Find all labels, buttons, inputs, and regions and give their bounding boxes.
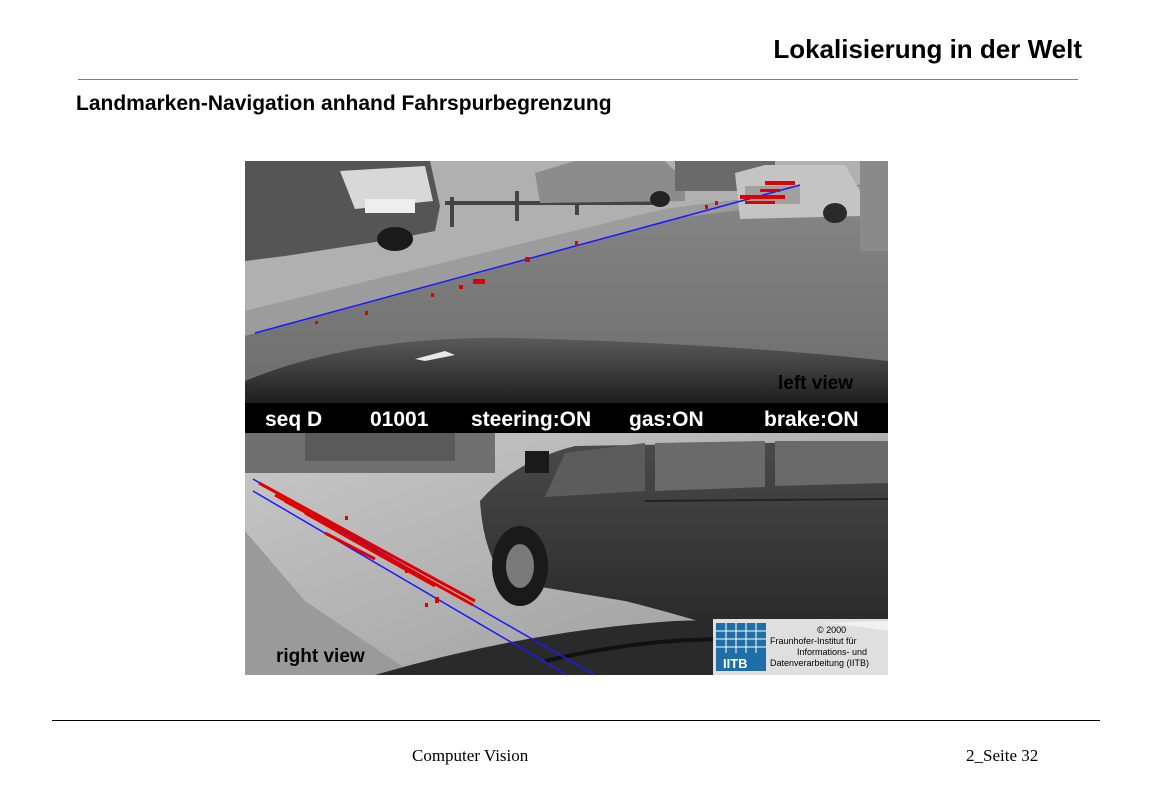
- footer-course-name: Computer Vision: [412, 746, 529, 765]
- left-view-label: left view: [778, 373, 853, 394]
- logo-acronym: IITB: [723, 656, 748, 671]
- logo-line-3: Datenverarbeitung (IITB): [770, 658, 870, 668]
- footer-divider: [52, 720, 1100, 721]
- right-view-label: right view: [276, 646, 365, 667]
- hud-brake-status: brake:ON: [764, 408, 859, 431]
- hud-gas-status: gas:ON: [629, 408, 704, 431]
- stereo-camera-figure: [245, 161, 888, 675]
- right-view-image: [245, 433, 888, 675]
- footer-page-number: 2_Seite 32: [966, 746, 1039, 765]
- hud-sequence: seq D: [265, 408, 323, 431]
- status-bar: [245, 403, 888, 433]
- left-view-image: [245, 161, 888, 403]
- logo-copyright: © 2000: [817, 625, 847, 635]
- logo-line-2: Informations- und: [797, 647, 868, 657]
- title-divider: [78, 79, 1078, 80]
- iitb-logo: [713, 619, 888, 675]
- slide-subtitle: Landmarken-Navigation anhand Fahrspurbegrenzung: [76, 92, 612, 115]
- slide-title: Lokalisierung in der Welt: [773, 34, 1082, 64]
- hud-steering-status: steering:ON: [471, 408, 592, 431]
- logo-line-1: Fraunhofer-Institut für: [770, 636, 857, 646]
- hud-frame-number: 01001: [370, 408, 429, 431]
